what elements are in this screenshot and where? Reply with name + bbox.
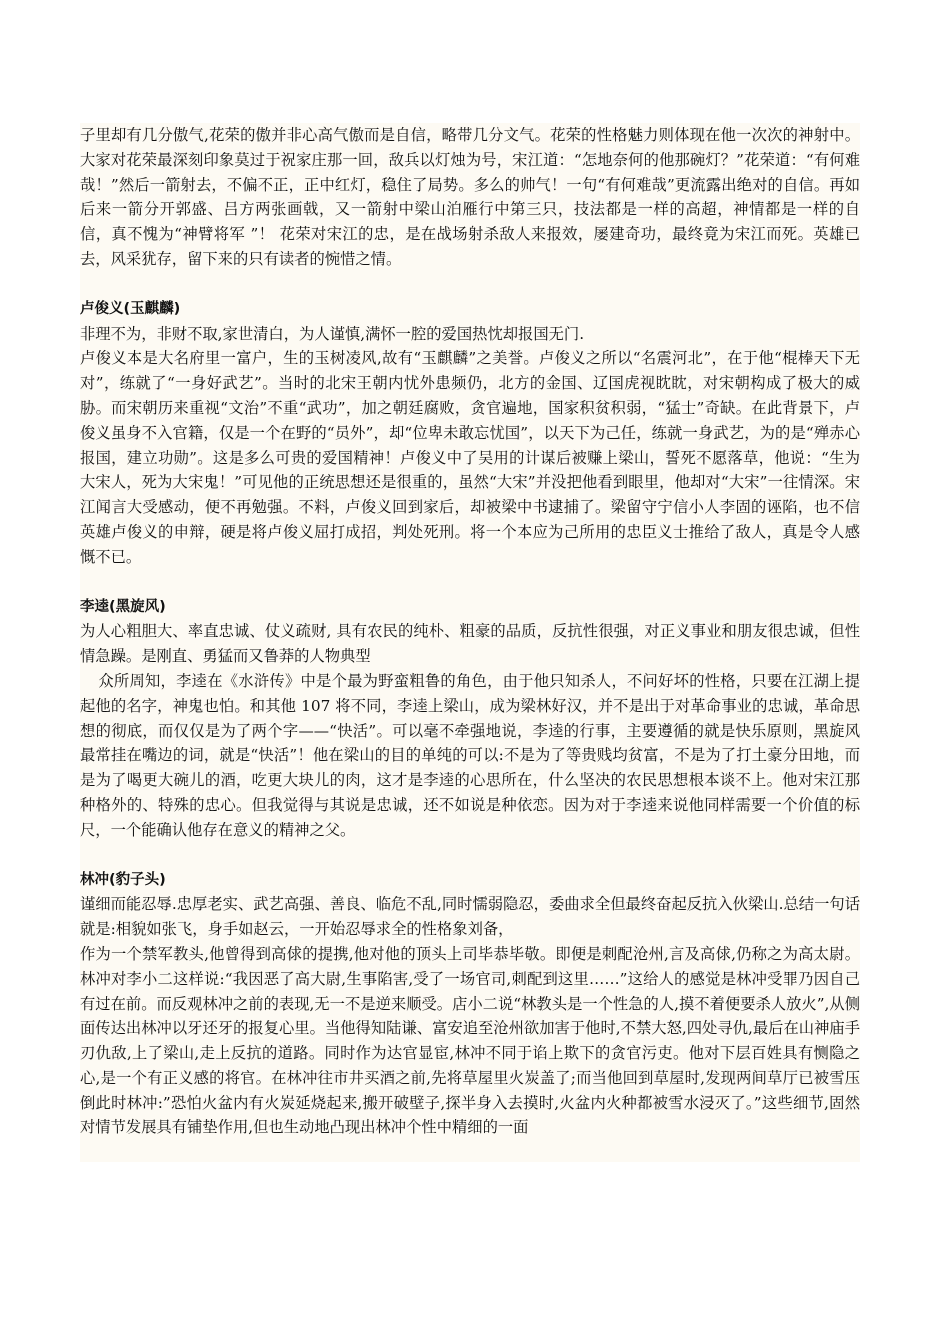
section-spacer xyxy=(80,1140,860,1162)
likui-paragraph: 众所周知，李逵在《水浒传》中是个最为野蛮粗鲁的角色，由于他只知杀人，不问好坏的性格，只要在江湖上提起他的名字，神鬼也怕。和其他 107 将不同，李逵上梁山，成为梁林好汉，并不是出于对革命事业的忠诚，革命思想的彻底，而仅仅是为了两个字——“快活”。可以毫不牵强地说，李逵的行事，主要遵循的就是快乐原则，黑旋风最常挂在嘴边的词，就是“快活”！他在梁山的目的单纯的可以:不是为了等贵贱均贫富，不是为了打土豪分田地，而是为了喝更大碗儿的酒，吃更大块儿的肉，这才是李逵的心思所在，什么坚决的农民思想根本谈不上。他对宋江那种格外的、特殊的忠心。但我觉得与其说是忠诚，还不如说是种依恋。因为对于李逵来说他同样需要一个价值的标尺，一个能确认他存在意义的精神之父。 xyxy=(80,671,860,839)
lujunyi-paragraph: 卢俊义本是大名府里一富户，生的玉树凌风,故有“玉麒麟”之美誉。卢俊义之所以“名震河北”，在于他“棍棒天下无对”，练就了“一身好武艺”。当时的北宋王朝内忧外患频仍，北方的金国、辽国虎视眈眈，对宋朝构成了极大的威胁。而宋朝历来重视“文治”不重“武功”，加之朝廷腐败，贪官遍地，国家积贫积弱，“猛士”奇缺。在此背景下，卢俊义虽身不入官籍，仅是一个在野的“员外”，却“位卑未敢忘忧国”，以天下为己任，练就一身武艺，为的是“殚赤心报国，建立功勋”。这是多么可贵的爱国精神！卢俊义中了吴用的计谋后被赚上梁山，誓死不愿落草，他说：“生为大宋人，死为大宋鬼！”可见他的正统思想还是很重的，虽然“大宋”并没把他看到眼里，他却对“大宋”一往情深。宋江闻言大受感动，便不再勉强。不料，卢俊义回到家后，却被梁中书逮捕了。梁留守宁信小人李固的诬陷，也不信英雄卢俊义的申辩，硬是将卢俊义屈打成招，判处死刑。将一个本应为己所用的忠臣义士推给了敌人，真是令人感慨不已。 xyxy=(80,349,860,566)
section-spacer xyxy=(80,570,860,595)
section-heading-likui: 李逵(黑旋风) xyxy=(80,598,166,615)
section-spacer xyxy=(80,272,860,297)
linchong-paragraph: 作为一个禁军教头,他曾得到高俅的提携,他对他的顶头上司毕恭毕敬。即便是刺配沧州,言及高俅,仍称之为高太尉。林冲对李小二这样说:“我因恶了高大尉,生事陷害,受了一场官司,刺配到这里……”这给人的感觉是林冲受罪乃因自己有过在前。而反观林冲之前的表现,无一不是逆来顺受。店小二说“林教头是一个性急的人,摸不着便要杀人放火”,从侧面传达出林冲以牙还牙的报复心里。当他得知陆谦、富安追至沧州欲加害于他时,不禁大怒,四处寻仇,最后在山神庙手刃仇敌,上了梁山,走上反抗的道路。同时作为达官显宦,林冲不同于谄上欺下的贪官污吏。他对下层百姓具有恻隐之心,是一个有正义感的将官。在林冲往市井买酒之前,先将草屋里火炭盖了;而当他回到草屋时,发现两间草厅已被雪压倒此时林冲:”恐怕火盆内有火炭延烧起来,搬开破壁子,探半身入去摸时,火盆内火种都被雪水浸灭了。”这些细节,固然对情节发展具有铺垫作用,但也生动地凸现出林冲个性中精细的一面 xyxy=(80,944,860,1137)
likui-summary: 为人心粗胆大、率直忠诚、仗义疏财, 具有农民的纯朴、粗豪的品质，反抗性很强，对正义事业和朋友很忠诚，但性情急躁。是刚直、勇猛而又鲁莽的人物典型 xyxy=(80,622,860,666)
huarong-paragraph: 子里却有几分傲气,花荣的傲并非心高气傲而是自信，略带几分文气。花荣的性格魅力则体现在他一次次的神射中。大家对花荣最深刻印象莫过于祝家庄那一回，敌兵以灯烛为号，宋江道：“怎地奈何的他那碗灯？”花荣道：“有何难哉！”然后一箭射去，不偏不正，正中红灯，稳住了局势。多么的帅气！一句“有何难哉”更流露出绝对的自信。再如后来一箭分开郭盛、吕方两张画戟，又一箭射中梁山泊雁行中第三只，技法都是一样的高超，神情都是一样的自信，真不愧为“神臂将军 ”！ 花荣对宋江的忠，是在战场射杀敌人来报效，屡建奇功，最终竟为宋江而死。英雄已去，风采犹存，留下来的只有读者的惋惜之情。 xyxy=(80,126,860,268)
document-body xyxy=(80,123,860,1162)
section-heading-linchong: 林冲(豹子头) xyxy=(80,871,166,888)
section-heading-lujunyi: 卢俊义(玉麒麟) xyxy=(80,300,181,317)
linchong-summary: 谨细而能忍辱.忠厚老实、武艺高强、善良、临危不乱,同时懦弱隐忍，委曲求全但最终奋起反抗入伙梁山.总结一句话就是:相貌如张飞，身手如赵云，一开始忍辱求全的性格象刘备， xyxy=(80,895,860,939)
lujunyi-summary: 非理不为，非财不取,家世清白，为人谨慎,满怀一腔的爱国热忱却报国无门. xyxy=(80,324,585,343)
section-spacer xyxy=(80,843,860,868)
